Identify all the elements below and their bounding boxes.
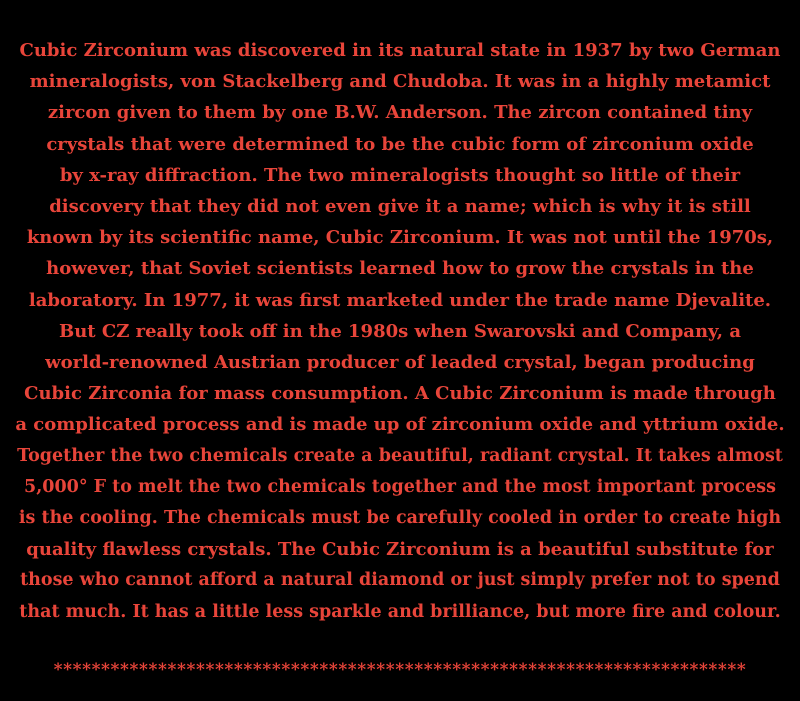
article-line-16: is the cooling. The chemicals must be carefully cooled in order to create high [18,508,782,529]
article-line-6: discovery that they did not even give it a name; which is why it is still [49,196,751,218]
article-line-15: 5,000° F to melt the two chemicals together and the most important process [24,476,776,497]
article-line-2: mineralogists, von Stackelberg and Chudoba. It was in a highly metamict [29,71,771,93]
article-line-5: by x-ray diffraction. The two mineralogists thought so little of their [59,164,741,186]
article-line-7: known by its scientific name, Cubic Zirconium. It was not until the 1970s, [26,227,774,249]
article-line-1: Cubic Zirconium was discovered in its natural state in 1937 by two German [19,40,781,61]
article-line-17: quality flawless crystals. The Cubic Zirconium is a beautiful substitute for [26,539,774,561]
article-line-9: laboratory. In 1977, it was first marketed under the trade name Djevalite. [28,289,772,311]
article-text [14,35,786,628]
article-line-14: Together the two chemicals create a beautiful, radiant crystal. It takes almost [17,445,783,466]
article-line-11: world-renowned Austrian producer of leaded crystal, began producing [45,352,755,374]
article-line-3: zircon given to them by one B.W. Anderson. The zircon contained tiny [47,102,753,124]
article-line-18: those who cannot afford a natural diamond or just simply prefer not to spend [20,570,780,591]
article-line-8: however, that Soviet scientists learned how to grow the crystals in the [46,258,754,280]
article-line-13: a complicated process and is made up of zirconium oxide and yttrium oxide. [15,414,785,436]
article-line-4: crystals that were determined to be the cubic form of zirconium oxide [46,133,754,155]
article-line-10: But CZ really took off in the 1980s when Swarovski and Company, a [59,320,741,342]
article-line-12: Cubic Zirconia for mass consumption. A Cubic Zirconium is made through [24,383,776,405]
article-line-19: that much. It has a little less sparkle and brilliance, but more fire and colour. [19,601,781,622]
asterisk-divider: ************************************************************************* [53,660,747,680]
